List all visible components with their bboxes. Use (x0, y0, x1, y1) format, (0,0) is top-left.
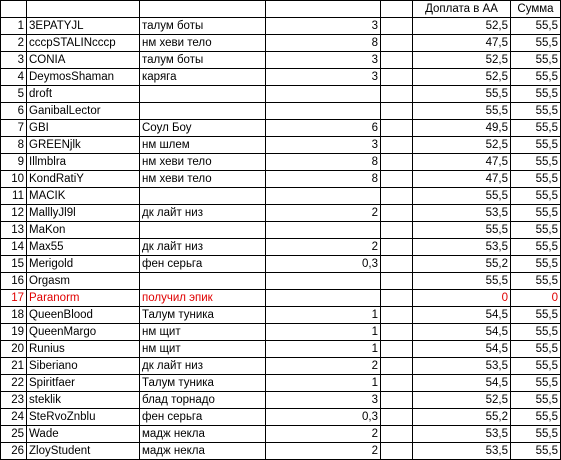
summa-cell[interactable]: 55,5 (511, 154, 561, 171)
player-name-cell[interactable]: KondRatiY (27, 171, 140, 188)
doplata-cell[interactable]: 55,5 (413, 273, 511, 290)
player-name-cell[interactable]: CONIA (27, 52, 140, 69)
quantity-cell[interactable] (266, 290, 381, 307)
player-name-cell[interactable]: SteRvoZnblu (27, 409, 140, 426)
row-number-cell[interactable]: 12 (1, 205, 27, 222)
item-cell[interactable]: нм щит (140, 324, 266, 341)
table-row (1, 273, 561, 290)
player-name-cell[interactable]: GanibalLector (27, 103, 140, 120)
summa-cell[interactable]: 55,5 (511, 52, 561, 69)
table-row (1, 239, 561, 256)
row-number-cell[interactable]: 17 (1, 290, 27, 307)
table-row (1, 307, 561, 324)
quantity-cell[interactable]: 2 (266, 205, 381, 222)
doplata-cell[interactable]: 54,5 (413, 375, 511, 392)
row-number-cell[interactable]: 23 (1, 392, 27, 409)
quantity-cell[interactable]: 8 (266, 171, 381, 188)
player-name-cell[interactable]: MaKon (27, 222, 140, 239)
doplata-cell[interactable]: 53,5 (413, 205, 511, 222)
doplata-cell[interactable]: 55,2 (413, 256, 511, 273)
doplata-cell[interactable]: 52,5 (413, 69, 511, 86)
summa-cell[interactable]: 55,5 (511, 341, 561, 358)
table-row (1, 358, 561, 375)
doplata-cell[interactable]: 55,5 (413, 103, 511, 120)
empty-cell[interactable] (381, 324, 413, 341)
row-number-cell[interactable]: 14 (1, 239, 27, 256)
quantity-cell[interactable]: 1 (266, 307, 381, 324)
summa-cell[interactable]: 55,5 (511, 392, 561, 409)
player-name-cell[interactable]: QueenMargo (27, 324, 140, 341)
quantity-cell[interactable]: 2 (266, 239, 381, 256)
empty-cell[interactable] (381, 392, 413, 409)
quantity-cell[interactable]: 8 (266, 35, 381, 52)
empty-cell[interactable] (381, 137, 413, 154)
table-row (1, 137, 561, 154)
summa-cell[interactable]: 55,5 (511, 35, 561, 52)
empty-cell[interactable] (381, 273, 413, 290)
empty-cell[interactable] (381, 120, 413, 137)
item-cell[interactable] (140, 103, 266, 120)
item-cell[interactable]: нм шлем (140, 137, 266, 154)
cell[interactable] (140, 1, 266, 18)
row-number-cell[interactable]: 3 (1, 52, 27, 69)
table-row (1, 443, 561, 460)
doplata-cell[interactable]: 53,5 (413, 426, 511, 443)
doplata-cell[interactable]: 0 (413, 290, 511, 307)
summa-cell[interactable]: 55,5 (511, 222, 561, 239)
player-name-cell[interactable]: Paranorm (27, 290, 140, 307)
summa-cell[interactable]: 55,5 (511, 358, 561, 375)
spreadsheet-body (1, 1, 561, 460)
quantity-cell[interactable] (266, 86, 381, 103)
row-number-cell[interactable]: 21 (1, 358, 27, 375)
header-cell-summa[interactable]: Сумма (511, 1, 561, 18)
player-name-cell[interactable]: steklik (27, 392, 140, 409)
doplata-cell[interactable]: 53,5 (413, 358, 511, 375)
doplata-cell[interactable]: 47,5 (413, 154, 511, 171)
player-name-cell[interactable]: Wade (27, 426, 140, 443)
item-cell[interactable]: дк лайт низ (140, 239, 266, 256)
empty-cell[interactable] (381, 409, 413, 426)
row-number-cell[interactable]: 22 (1, 375, 27, 392)
doplata-cell[interactable]: 53,5 (413, 239, 511, 256)
empty-cell[interactable] (381, 222, 413, 239)
quantity-cell[interactable] (266, 188, 381, 205)
quantity-cell[interactable]: 3 (266, 18, 381, 35)
item-cell[interactable]: Талум туника (140, 375, 266, 392)
item-cell[interactable] (140, 86, 266, 103)
empty-cell[interactable] (381, 86, 413, 103)
quantity-cell[interactable]: 1 (266, 375, 381, 392)
player-name-cell[interactable]: Runius (27, 341, 140, 358)
doplata-cell[interactable]: 52,5 (413, 52, 511, 69)
quantity-cell[interactable] (266, 222, 381, 239)
doplata-cell[interactable]: 47,5 (413, 171, 511, 188)
cell[interactable] (1, 1, 27, 18)
table-row (1, 69, 561, 86)
row-number-cell[interactable]: 18 (1, 307, 27, 324)
item-cell[interactable]: фен серьга (140, 409, 266, 426)
player-name-cell[interactable]: cccpSTALINcccp (27, 35, 140, 52)
summa-cell[interactable]: 55,5 (511, 239, 561, 256)
header-row (1, 1, 561, 18)
table-row (1, 103, 561, 120)
player-name-cell[interactable]: Illmblra (27, 154, 140, 171)
quantity-cell[interactable]: 2 (266, 358, 381, 375)
empty-cell[interactable] (381, 35, 413, 52)
row-number-cell[interactable]: 8 (1, 137, 27, 154)
table-row (1, 52, 561, 69)
summa-cell[interactable]: 55,5 (511, 273, 561, 290)
cell[interactable] (266, 1, 381, 18)
doplata-cell[interactable]: 47,5 (413, 35, 511, 52)
summa-cell[interactable]: 55,5 (511, 426, 561, 443)
summa-cell[interactable]: 55,5 (511, 188, 561, 205)
item-cell[interactable]: талум боты (140, 18, 266, 35)
empty-cell[interactable] (381, 171, 413, 188)
row-number-cell[interactable]: 6 (1, 103, 27, 120)
quantity-cell[interactable]: 0,3 (266, 256, 381, 273)
quantity-cell[interactable]: 1 (266, 341, 381, 358)
player-name-cell[interactable]: MACIK (27, 188, 140, 205)
item-cell[interactable]: нм хеви тело (140, 35, 266, 52)
row-number-cell[interactable]: 24 (1, 409, 27, 426)
item-cell[interactable]: нм щит (140, 341, 266, 358)
doplata-cell[interactable]: 53,5 (413, 443, 511, 460)
player-name-cell[interactable]: Max55 (27, 239, 140, 256)
table-row (1, 222, 561, 239)
item-cell[interactable]: дк лайт низ (140, 205, 266, 222)
player-name-cell[interactable]: QueenBlood (27, 307, 140, 324)
row-number-cell[interactable]: 10 (1, 171, 27, 188)
player-name-cell[interactable]: Orgasm (27, 273, 140, 290)
row-number-cell[interactable]: 19 (1, 324, 27, 341)
empty-cell[interactable] (381, 205, 413, 222)
table-row (1, 341, 561, 358)
item-cell[interactable] (140, 273, 266, 290)
table-row (1, 120, 561, 137)
quantity-cell[interactable]: 2 (266, 426, 381, 443)
row-number-cell[interactable]: 13 (1, 222, 27, 239)
table-row (1, 18, 561, 35)
table-row (1, 256, 561, 273)
quantity-cell[interactable]: 3 (266, 52, 381, 69)
summa-cell[interactable]: 55,5 (511, 137, 561, 154)
player-name-cell[interactable]: GREENjlk (27, 137, 140, 154)
player-name-cell[interactable]: DeymosShaman (27, 69, 140, 86)
table-row (1, 154, 561, 171)
quantity-cell[interactable]: 2 (266, 443, 381, 460)
doplata-cell[interactable]: 55,5 (413, 86, 511, 103)
item-cell[interactable]: получил эпик (140, 290, 266, 307)
doplata-cell[interactable]: 54,5 (413, 341, 511, 358)
doplata-cell[interactable]: 54,5 (413, 307, 511, 324)
item-cell[interactable] (140, 222, 266, 239)
row-number-cell[interactable]: 15 (1, 256, 27, 273)
table-row (1, 324, 561, 341)
item-cell[interactable]: мадж некла (140, 426, 266, 443)
item-cell[interactable]: дк лайт низ (140, 358, 266, 375)
table-row (1, 409, 561, 426)
quantity-cell[interactable]: 1 (266, 324, 381, 341)
empty-cell[interactable] (381, 154, 413, 171)
empty-cell[interactable] (381, 188, 413, 205)
empty-cell[interactable] (381, 426, 413, 443)
player-name-cell[interactable]: Spiritfaer (27, 375, 140, 392)
doplata-cell[interactable]: 52,5 (413, 392, 511, 409)
player-name-cell[interactable]: Merigold (27, 256, 140, 273)
doplata-cell[interactable]: 52,5 (413, 137, 511, 154)
table-row (1, 171, 561, 188)
summa-cell[interactable]: 55,5 (511, 18, 561, 35)
doplata-cell[interactable]: 55,5 (413, 222, 511, 239)
quantity-cell[interactable]: 6 (266, 120, 381, 137)
table-row (1, 426, 561, 443)
empty-cell[interactable] (381, 358, 413, 375)
item-cell[interactable]: блад торнадо (140, 392, 266, 409)
item-cell[interactable]: нм хеви тело (140, 171, 266, 188)
quantity-cell[interactable]: 3 (266, 137, 381, 154)
summa-cell[interactable]: 55,5 (511, 443, 561, 460)
empty-cell[interactable] (381, 239, 413, 256)
quantity-cell[interactable]: 8 (266, 154, 381, 171)
summa-cell[interactable]: 55,5 (511, 171, 561, 188)
row-number-cell[interactable]: 26 (1, 443, 27, 460)
cell[interactable] (381, 1, 413, 18)
player-name-cell[interactable]: MalllyJl9l (27, 205, 140, 222)
row-number-cell[interactable]: 25 (1, 426, 27, 443)
item-cell[interactable]: каряга (140, 69, 266, 86)
player-name-cell[interactable]: 3EPATYJL (27, 18, 140, 35)
item-cell[interactable]: Талум туника (140, 307, 266, 324)
empty-cell[interactable] (381, 69, 413, 86)
item-cell[interactable]: нм хеви тело (140, 154, 266, 171)
empty-cell[interactable] (381, 256, 413, 273)
empty-cell[interactable] (381, 375, 413, 392)
item-cell[interactable]: Соул Боу (140, 120, 266, 137)
summa-cell[interactable]: 55,5 (511, 324, 561, 341)
summa-cell[interactable]: 55,5 (511, 409, 561, 426)
row-number-cell[interactable]: 16 (1, 273, 27, 290)
summa-cell[interactable]: 55,5 (511, 307, 561, 324)
empty-cell[interactable] (381, 341, 413, 358)
doplata-cell[interactable]: 55,5 (413, 188, 511, 205)
empty-cell[interactable] (381, 290, 413, 307)
item-cell[interactable]: талум боты (140, 52, 266, 69)
row-number-cell[interactable]: 2 (1, 35, 27, 52)
table-row (1, 86, 561, 103)
cell[interactable] (27, 1, 140, 18)
table-row (1, 375, 561, 392)
table-row (1, 205, 561, 222)
empty-cell[interactable] (381, 103, 413, 120)
summa-cell[interactable]: 55,5 (511, 86, 561, 103)
summa-cell[interactable]: 0 (511, 290, 561, 307)
table-row (1, 35, 561, 52)
quantity-cell[interactable] (266, 273, 381, 290)
player-name-cell[interactable]: droft (27, 86, 140, 103)
item-cell[interactable] (140, 188, 266, 205)
quantity-cell[interactable] (266, 103, 381, 120)
row-number-cell[interactable]: 9 (1, 154, 27, 171)
summa-cell[interactable]: 55,5 (511, 205, 561, 222)
summa-cell[interactable]: 55,5 (511, 103, 561, 120)
quantity-cell[interactable]: 3 (266, 392, 381, 409)
header-cell-doplata[interactable]: Доплата в АА (413, 1, 511, 18)
quantity-cell[interactable]: 3 (266, 69, 381, 86)
doplata-cell[interactable]: 52,5 (413, 18, 511, 35)
doplata-cell[interactable]: 49,5 (413, 120, 511, 137)
item-cell[interactable]: фен серьга (140, 256, 266, 273)
player-name-cell[interactable]: GBI (27, 120, 140, 137)
player-name-cell[interactable]: ZloyStudent (27, 443, 140, 460)
table-row (1, 392, 561, 409)
summa-cell[interactable]: 55,5 (511, 256, 561, 273)
empty-cell[interactable] (381, 443, 413, 460)
row-number-cell[interactable]: 7 (1, 120, 27, 137)
row-number-cell[interactable]: 1 (1, 18, 27, 35)
summa-cell[interactable]: 55,5 (511, 375, 561, 392)
row-number-cell[interactable]: 11 (1, 188, 27, 205)
summa-cell[interactable]: 55,5 (511, 120, 561, 137)
empty-cell[interactable] (381, 52, 413, 69)
table-row (1, 188, 561, 205)
doplata-cell[interactable]: 54,5 (413, 324, 511, 341)
player-name-cell[interactable]: Siberiano (27, 358, 140, 375)
table-row (1, 290, 561, 307)
row-number-cell[interactable]: 4 (1, 69, 27, 86)
quantity-cell[interactable]: 0,3 (266, 409, 381, 426)
row-number-cell[interactable]: 5 (1, 86, 27, 103)
empty-cell[interactable] (381, 18, 413, 35)
row-number-cell[interactable]: 20 (1, 341, 27, 358)
summa-cell[interactable]: 55,5 (511, 69, 561, 86)
empty-cell[interactable] (381, 307, 413, 324)
item-cell[interactable]: мадж некла (140, 443, 266, 460)
doplata-cell[interactable]: 55,2 (413, 409, 511, 426)
